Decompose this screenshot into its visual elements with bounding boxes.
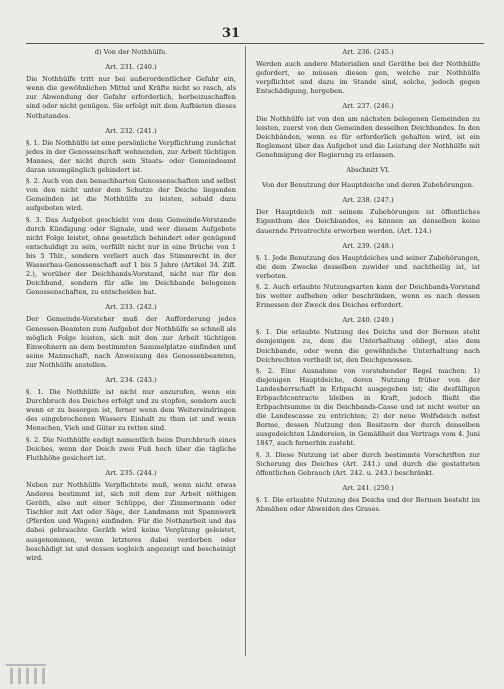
paragraph: §. 2. Auch von den benachbarten Genossenschaften und selbst von den nicht unter dem Schutze der Deiche liegenden Gemeinden ist die Nothhülfe zu leisten, sobald dazu aufgeboten wird. — [26, 177, 236, 213]
section-heading: Art. 236. (245.) — [342, 48, 394, 56]
paragraph: Der Hauptdeich mit seinem Zubehörungen ist öffentliches Eigenthum des Deichbandes, es können an denselben keine dauernde Privatrechte erworben werden. (Art. 124.) — [256, 208, 480, 235]
paragraph: §. 1. Die erlaubte Nutzung des Deichs und der Bermen steht demjenigen zu, dem die Unterhaltung obliegt, also dem Deichbande, oder wenn die gewöhnliche Unterhaltung nach Deichrechten vertheilt ist, den Deichgenossen. — [256, 328, 480, 364]
section-heading: Abschnitt VI. — [346, 166, 390, 175]
paragraph: §. 1. Jede Benutzung des Hauptdeiches und seiner Zubehörungen, die dem Zwecke desselben zuwider und nachtheilig ist, ist verboten. — [256, 253, 480, 280]
left-column — [26, 46, 236, 565]
paragraph: §. 3. Das Aufgebot geschieht von dem Gemeinde-Vorstande durch Kündigung oder Signale, und wer diesem Aufgebote nicht Folge leistet, ohne gesetzlich behindert oder genügend entschuldigt zu sein, verfällt nicht nur in eine Brüche von 1 bis 5 Thlr., sondern verliert auch das Stimmrecht in der Wasserbau-Genossenschaft auf 1 bis 5 Jahre (Artikel 34. Ziff. 2.), worüber der Deichbands-Vorstand, nicht nur für den Deichband, sondern für alle im Deichbande belegenen Genossenschaften, zu entscheiden hat. — [26, 215, 236, 297]
paragraph: §. 1. Die erlaubte Nutzung des Deichs und der Bermen besteht im Abmähen oder Abweiden des Grases. — [256, 495, 480, 514]
paragraph: Die Nothhülfe tritt nur bei außerordentlicher Gefahr ein, wenn die gewöhnlichen Mittel und Kräfte nicht so rasch, als zur Abwendung der Gefahr erforderlich, herbeizuschaffen sind oder nicht genügen. Sie erfolgt mit dem Aufbieten dieses Nothstandes. — [26, 75, 236, 120]
section-heading: Art. 239. (248.) — [342, 241, 394, 250]
section-heading: Art. 231. (240.) — [105, 63, 157, 72]
section-subtitle: Von der Benutzung der Hauptdeiche und deren Zubehörungen. — [262, 181, 474, 190]
paragraph: §. 2. Die Nothhülfe endigt namentlich beim Durchbruch eines Deiches, wenn der Deich zwei Fuß hoch über die tägliche Fluthhöhe gesichert ist. — [26, 435, 236, 462]
header-rule — [26, 43, 484, 44]
paragraph: §. 1. Die Nothhülfe ist nicht nur anzurufen, wenn ein Durchbruch des Deiches erfolgt und zu stopfen, sondern auch wenn er zu besorgen ist, ferner wenn dem Weitereindringen des eingebrochenen Wassers Einhalt zu thun ist und wenn Menschen, Vieh und Güter zu retten sind. — [26, 388, 236, 433]
section-heading: Art. 233. (242.) — [105, 303, 157, 312]
section-heading: Art. 232. (241.) — [105, 126, 157, 135]
section-heading: Art. 237. (246.) — [342, 102, 394, 111]
page-number: 31 — [222, 26, 241, 41]
section-heading: Art. 234. (243.) — [105, 376, 157, 384]
paragraph: §. 1. Die Nothhülfe ist eine persönliche Verpflichtung zunächst jedes in der Genossenschaft wohnenden, zur Arbeit tüchtigen Mannes, der nicht durch sein Staats- oder Gemeindeamt daran unumgänglich gehindert ist. — [26, 138, 236, 175]
paragraph: Die Nothhülfe ist von den am nächsten belegenen Gemeinden zu leisten, zuerst von den Gemeinden desselben Deichbandes. In den Deichbänden, wenn es für erforderlich gehalten wird, ist ein Reglement über das Aufgebot und die Leistung der Nothhülfe mit Genehmigung der Regierung zu erlassen. — [256, 114, 480, 159]
paragraph: Der Gemeinde-Vorsteher muß der Aufforderung jedes Genossen-Beamten zum Aufgebot der Nothhülfe so schnell als möglich Folge leisten, sich mit den zur Arbeit tüchtigen Einwohnern an dem bestimmten Sammelplatze einfinden und seine Mannschaft, nach Anweisung des Genossenbeamten, zur Nothhülfe anstellen. — [26, 315, 236, 369]
paragraph: §. 3. Diese Nutzung ist aber durch bestimmte Vorschriften zur Sicherung des Deiches (Art. 241.) und durch die gestatteten öffentlichen Gebrauch (Art. 242. u. 243.) beschränkt. — [256, 450, 480, 477]
paragraph: §. 2. Eine Ausnahme von vorstehender Regel machen: 1) diejenigen Hauptdeiche, deren Nutzung früher von der Landesherrschaft in Erbpacht ausgegeben ist; die desfälligen Erbpachtcontracte bleiben in Kraft, jedoch fließt die Erbpachtsumme in die Deichbands-Casse und ist nicht weiter an die Landescasse zu entrichten; 2) der neue Wolfsdeich nebst Berme, dessen Nutzung den Besitzern der durch denselben ausgedeichten Ländereien, in Gemäßheit des Vertrags vom 4. Juni 1847, auch fernerhin zusteht. — [256, 366, 480, 448]
paragraph: Werden auch andere Materialien und Geräthe bei der Nothhülfe gefordert, so müssen diesen gen, welche zur Nothhülfe verpflichtet und dazu im Stande sind, solche, jedoch gegen Entschädigung, hergeben. — [256, 60, 480, 96]
paragraph: §. 2. Auch erlaubte Nutzungsarten kann der Deichbands-Vorstand bis weiter aufheben oder beschränken, wenn es nach dessen Ermessen der Zweck des Deiches erfordert. — [256, 282, 480, 310]
section-heading: Art. 241. (250.) — [342, 483, 394, 492]
right-column — [256, 46, 480, 516]
section-heading: d) Von der Nothhülfe. — [94, 48, 168, 56]
library-logo-icon — [4, 658, 48, 684]
column-divider — [245, 46, 246, 656]
section-heading: Art. 235. (244.) — [105, 468, 157, 477]
section-heading: Art. 240. (249.) — [342, 316, 394, 325]
paragraph: Neben zur Nothhülfe Verpflichtete muß, wenn nicht etwas Anderes bestimmt ist, sich mit dem zur Arbeit nöthigen Geräth, also mit einer Schüppe, der Zimmermann oder Tischler mit Axt oder Säge, der Landmann mit Spannwerk (Pferden und Wagen) einfinden. Für die Nothzarbeit und das dabei gebrauchte Geräth wird keine Vergütung geleistet, ausgenommen, wenn letzteres dabei verdorben oder beschädigt ist und dessen sogleich angezeigt und bescheinigt wird. — [26, 480, 236, 562]
section-heading: Art. 238. (247.) — [342, 196, 394, 205]
